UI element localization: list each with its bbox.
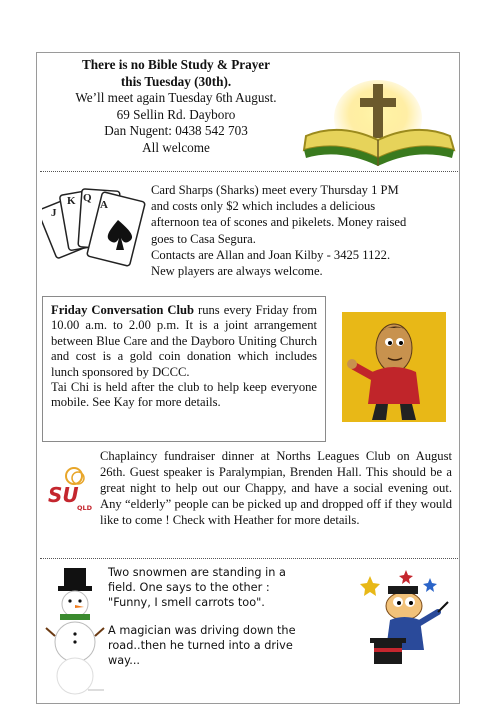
joke-snowmen: Two snowmen are standing in a field. One says to the other : "Funny, I smell carrots too". (108, 566, 286, 609)
bible-study-heading-1: There is no Bible Study & Prayer (81, 57, 271, 72)
qld-logo-text: QLD (77, 504, 93, 512)
bible-study-line-3: We’ll meet again Tuesday 6th August. (75, 90, 277, 106)
section-divider-1 (40, 171, 458, 172)
friday-club-title: Friday Conversation Club (51, 303, 195, 317)
card-letter-q: Q (83, 192, 92, 204)
bible-study-contact: Dan Nugent: 0438 542 703 (104, 123, 248, 139)
bible-study-address: 69 Sellin Rd. Dayboro (116, 106, 236, 122)
su-qld-logo (44, 466, 98, 514)
snowman-icon (44, 568, 106, 696)
card-letter-a: A (100, 199, 108, 211)
bible-study-welcome: All welcome (142, 139, 210, 155)
card-sharps-contact: Contacts are Allan and Joan Kilby - 3425 1122. (151, 247, 391, 262)
su-logo-text: SU (48, 483, 79, 507)
card-sharps-notice (151, 182, 451, 279)
section-divider-2 (40, 558, 458, 559)
friday-club-body: runs every Friday from 10.00 a.m. to 2.00 p.m. It is a joint arrangement between Blue Care and the Dayboro Uniting Church and cost is a gold coin donation which includes lunch sponsored by DCCC. (51, 303, 317, 379)
bible-study-notice (60, 57, 292, 157)
bible-cross-icon (300, 78, 460, 176)
joke-magician: A magician was driving down the road..then he turned into a drive way... (108, 624, 296, 667)
chaplaincy-notice: Chaplaincy fundraiser dinner at Norths Leagues Club on August 26th. Guest speaker is Paralympian, Brenden Hall. This should be a great night to help out our Chappy, and have a social evening out. Any “elderly” people can be picked up and dropped off if they would like to come ! Check with Heather for more details. (100, 449, 452, 528)
card-sharps-line-2: and costs only $2 which includes a delicious (151, 199, 376, 214)
friday-club-box (42, 296, 326, 442)
jokes-block (108, 565, 314, 681)
card-sharps-welcome: New players are always welcome. (151, 264, 323, 279)
bible-study-heading-2: this Tuesday (30th). (120, 73, 232, 89)
tai-chi-note: Tai Chi is held after the club to help keep everyone mobile. See Kay for more details. (51, 380, 317, 410)
card-sharps-line-3: afternoon tea of scones and pikelets. Money raised (151, 215, 407, 230)
cartoon-man-icon (342, 312, 446, 422)
card-letter-k: K (67, 195, 76, 207)
magician-icon (360, 568, 450, 670)
card-sharps-line-1: Card Sharps (Sharks) meet every Thursday 1 PM (151, 183, 399, 197)
card-sharps-line-4: goes to Casa Segura. (151, 231, 256, 246)
card-letter-j: J (51, 207, 57, 219)
playing-cards-icon (42, 180, 146, 268)
